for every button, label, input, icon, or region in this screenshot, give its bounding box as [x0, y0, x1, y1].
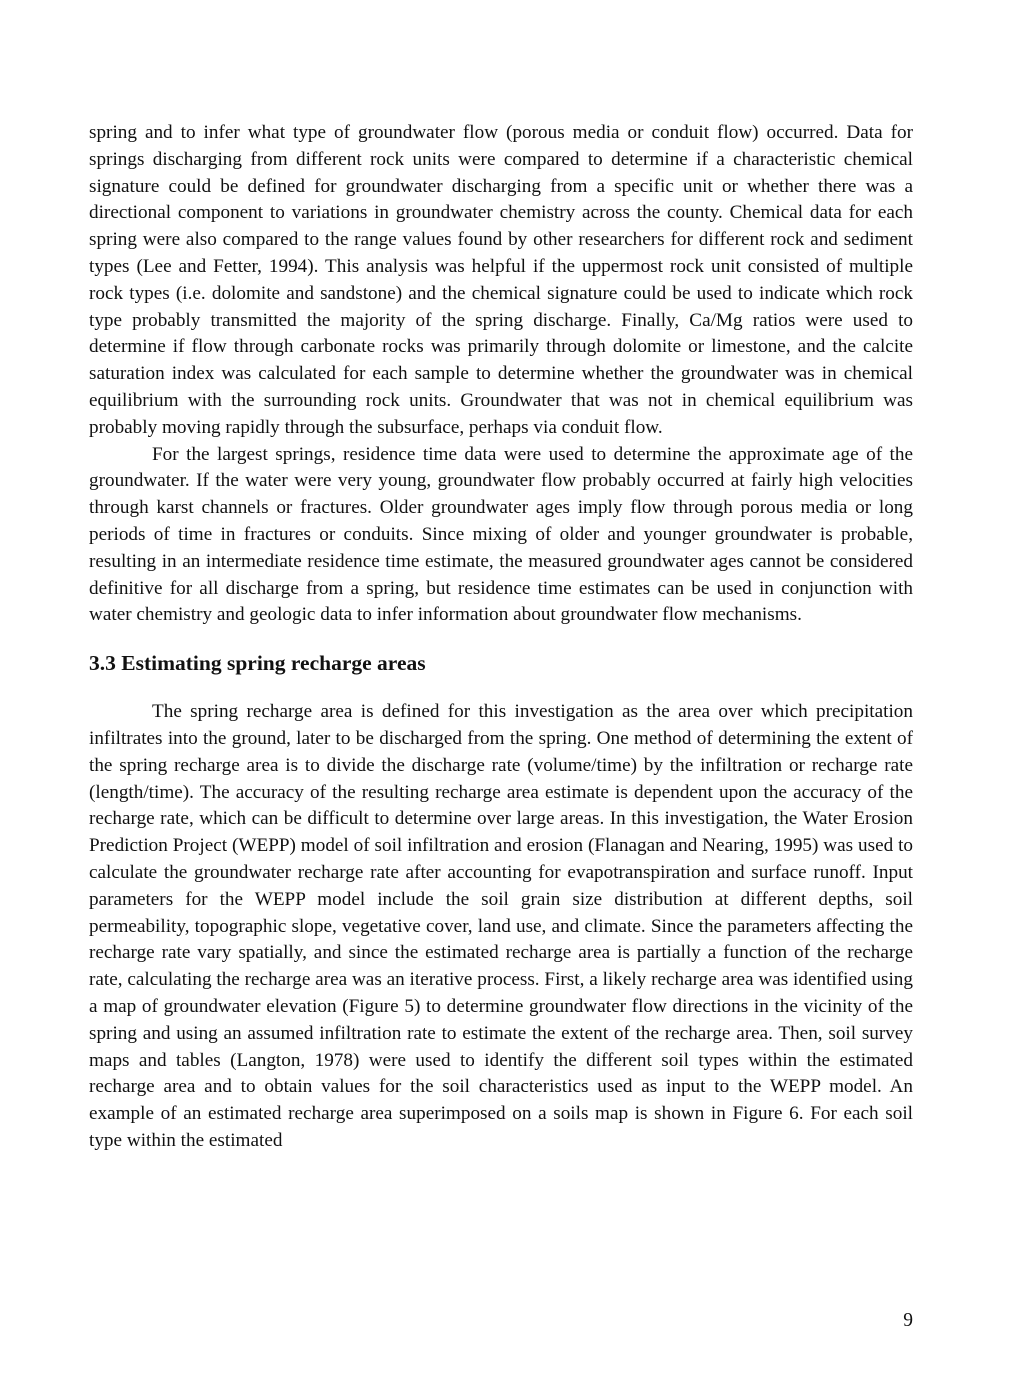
paragraph-groundwater-chemistry: spring and to infer what type of groundwater flow (porous media or conduit flow) occurred. Data for springs discharging from different rock units were compared to determine if a characteristic chemical signature could be defined for groundwater discharging from a specific unit or whether there was a directional component to variations in groundwater chemistry across the county. Chemical data for each spring were also compared to the range values found by other researchers for different rock and sediment types (Lee and Fetter, 1994). This analysis was helpful if the uppermost rock unit consisted of multiple rock types (i.e. dolomite and sandstone) and the chemical signature could be used to indicate which rock type probably transmitted the majority of the spring discharge. Finally, Ca/Mg ratios were used to determine if flow through carbonate rocks was primarily through dolomite or limestone, and the calcite saturation index was calculated for each sample to determine whether the groundwater was in chemical equilibrium with the surrounding rock units. Groundwater that was not in chemical equilibrium was probably moving rapidly through the subsurface, perhaps via conduit flow. — [89, 122, 913, 438]
paragraph-residence-time: For the largest springs, residence time data were used to determine the approximate age of the groundwater. If the water were very young, groundwater flow probably occurred at fairly high velocities through karst channels or fractures. Older groundwater ages imply flow through porous media or long periods of time in fractures or conduits. Since mixing of older and younger groundwater is probable, resulting in an intermediate residence time estimate, the measured groundwater ages cannot be considered definitive for all discharge from a spring, but residence time estimates can be used in conjunction with water chemistry and geologic data to infer information about groundwater flow mechanisms. — [89, 443, 913, 626]
paragraph-recharge-area: The spring recharge area is defined for this investigation as the area over which precipitation infiltrates into the ground, later to be discharged from the spring. One method of determining the extent of the spring recharge area is to divide the discharge rate (volume/time) by the infiltration or recharge rate (length/time). The accuracy of the resulting recharge area estimate is dependent upon the accuracy of the recharge rate, which can be difficult to determine over large areas. In this investigation, the Water Erosion Prediction Project (WEPP) model of soil infiltration and erosion (Flanagan and Nearing, 1995) was used to calculate the groundwater recharge rate after accounting for evapotranspiration and surface runoff. Input parameters for the WEPP model include the soil grain size distribution at different depths, soil permeability, topographic slope, vegetative cover, land use, and climate. Since the parameters affecting the recharge rate vary spatially, and since the estimated recharge area is partially a function of the recharge rate, calculating the recharge area was an iterative process. First, a likely recharge area was identified using a map of groundwater elevation (Figure 5) to determine groundwater flow directions in the vicinity of the spring and using an assumed infiltration rate to estimate the extent of the recharge area. Then, soil survey maps and tables (Langton, 1978) were used to identify the different soil types within the estimated recharge area and to obtain values for the soil characteristics used as input to the WEPP model. An example of an estimated recharge area superimposed on a soils map is shown in Figure 6. For each soil type within the estimated — [89, 701, 913, 1151]
document-page — [89, 120, 913, 1155]
page-number: 9 — [903, 1310, 913, 1331]
section-heading: 3.3 Estimating spring recharge areas — [89, 651, 426, 676]
